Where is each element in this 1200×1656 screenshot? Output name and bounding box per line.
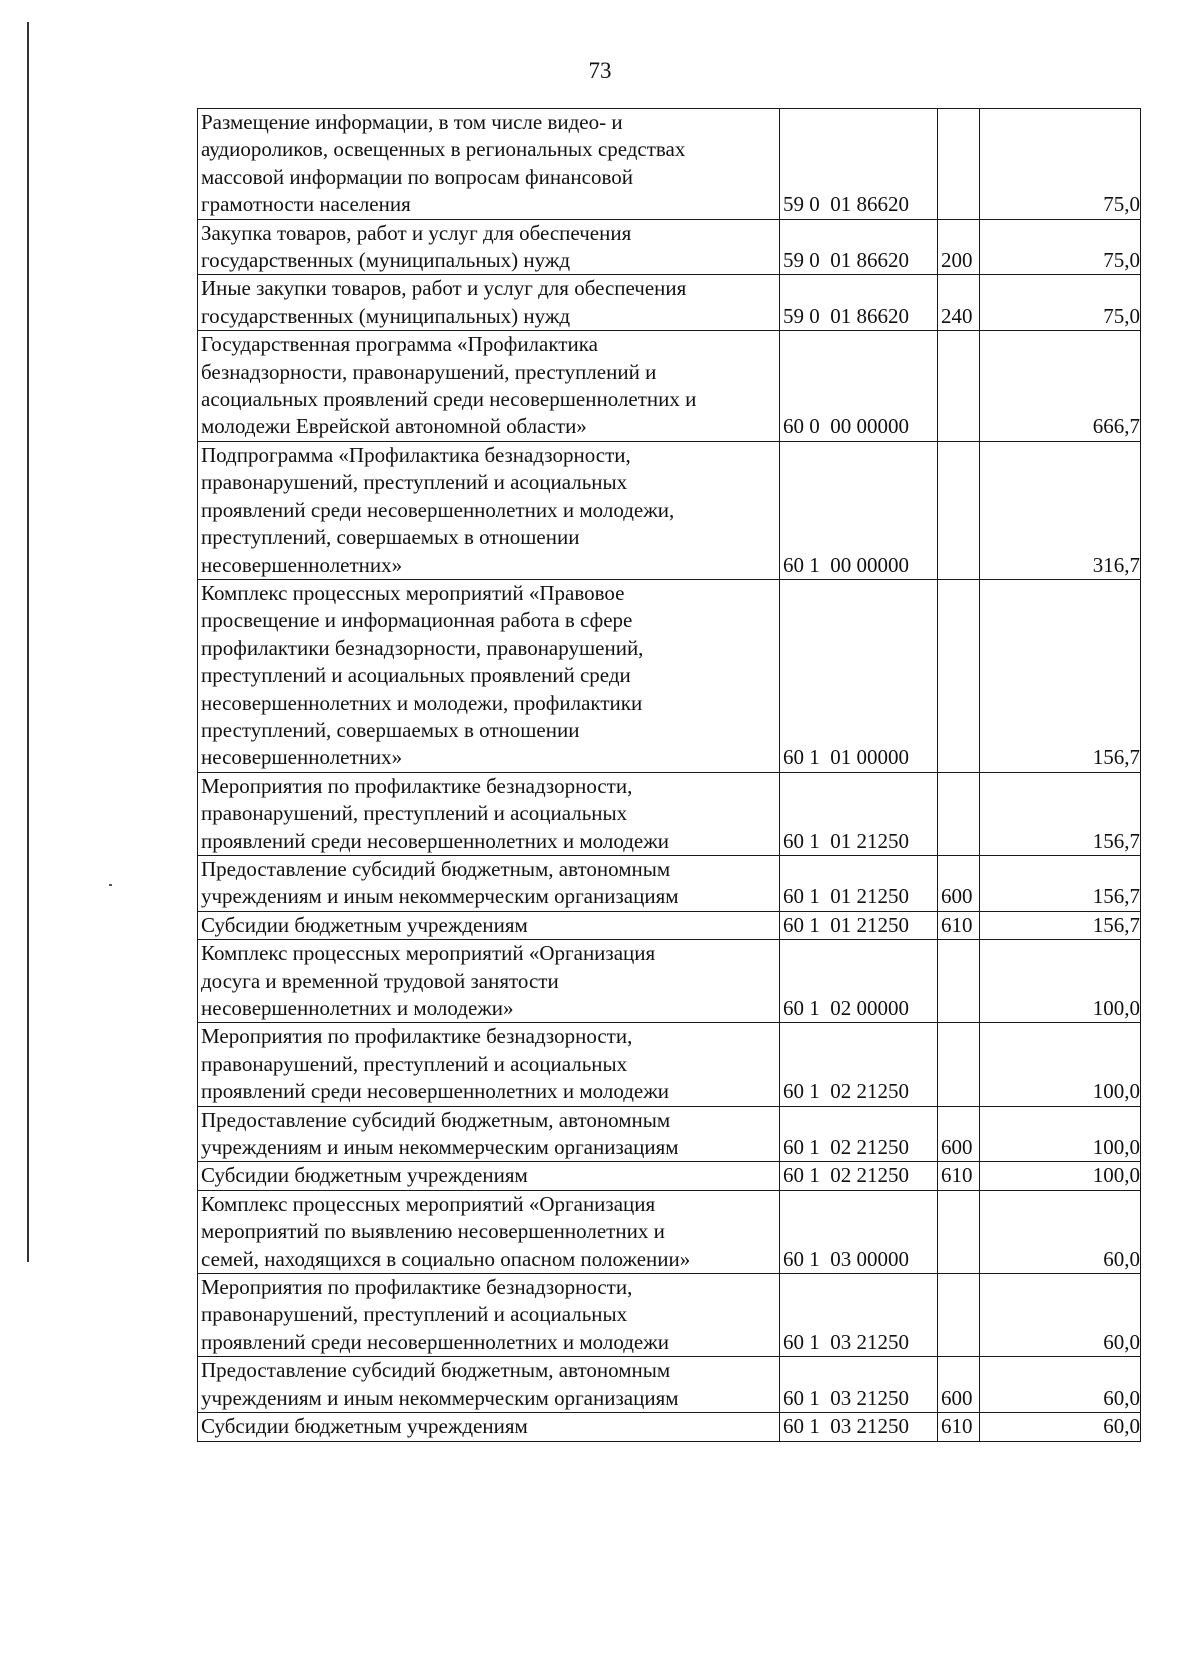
row-amount: 156,7: [980, 772, 1141, 855]
row-name-line: Комплекс процессных мероприятий «Правовое: [201, 580, 625, 605]
row-name-line: грамотности населения: [201, 192, 411, 217]
table-row: [198, 441, 1141, 579]
row-amount: 100,0: [980, 940, 1141, 1023]
row-name-cell: [198, 109, 780, 220]
row-program-code: 60 1 02 00000: [780, 940, 938, 1023]
row-name-line: молодежи Еврейской автономной области»: [201, 414, 587, 439]
row-name-line: досуга и временной трудовой занятости: [201, 968, 559, 993]
row-program-code: 60 1 03 21250: [780, 1357, 938, 1413]
row-name-line: Государственная программа «Профилактика: [201, 332, 598, 357]
row-name-line: Закупка товаров, работ и услуг для обеспечения: [201, 220, 632, 245]
row-amount: 60,0: [980, 1357, 1141, 1413]
table-row: [198, 1413, 1141, 1441]
row-expense-type: 600: [938, 1106, 980, 1162]
row-name-cell: [198, 1162, 780, 1190]
table-row: [198, 1274, 1141, 1357]
row-program-code: 60 1 03 00000: [780, 1190, 938, 1273]
row-name-cell: [198, 1357, 780, 1413]
table-row: [198, 855, 1141, 911]
row-name-cell: [198, 1413, 780, 1441]
row-program-code: 60 1 00 00000: [780, 441, 938, 579]
row-name-line: несовершеннолетних»: [201, 552, 403, 577]
row-name-line: массовой информации по вопросам финансовой: [201, 164, 633, 189]
row-name-line: асоциальных проявлений среди несовершеннолетних и: [201, 387, 697, 412]
table-row: [198, 219, 1141, 275]
row-name-line: несовершеннолетних»: [201, 745, 403, 770]
row-name-line: просвещение и информационная работа в сфере: [201, 608, 633, 633]
row-expense-type: [938, 331, 980, 442]
row-expense-type: 240: [938, 275, 980, 331]
table-row: [198, 1106, 1141, 1162]
row-amount: 156,7: [980, 855, 1141, 911]
row-expense-type: [938, 579, 980, 772]
row-expense-type: [938, 441, 980, 579]
row-expense-type: [938, 1190, 980, 1273]
row-program-code: 60 1 02 21250: [780, 1162, 938, 1190]
row-name-line: преступлений, совершаемых в отношении: [201, 717, 580, 742]
table-row: [198, 911, 1141, 939]
row-expense-type: 200: [938, 219, 980, 275]
row-name-line: правонарушений, преступлений и асоциальных: [201, 801, 628, 826]
row-name-cell: [198, 772, 780, 855]
row-amount: 316,7: [980, 441, 1141, 579]
row-name-line: правонарушений, преступлений и асоциальных: [201, 470, 628, 495]
row-name-line: Иные закупки товаров, работ и услуг для обеспечения: [201, 276, 687, 301]
row-name-line: Предоставление субсидий бюджетным, автономным: [201, 1107, 671, 1132]
row-name-line: Мероприятия по профилактике безнадзорности,: [201, 1024, 633, 1049]
row-amount: 666,7: [980, 331, 1141, 442]
row-name-line: проявлений среди несовершеннолетних и молодежи,: [201, 497, 675, 522]
row-amount: 60,0: [980, 1274, 1141, 1357]
row-name-line: аудиороликов, освещенных в региональных средствах: [201, 137, 686, 162]
row-name-line: Размещение информации, в том числе видео- и: [201, 110, 623, 134]
row-name-cell: [198, 1106, 780, 1162]
row-name-line: правонарушений, преступлений и асоциальных: [201, 1302, 628, 1327]
table-row: [198, 1357, 1141, 1413]
row-amount: 60,0: [980, 1190, 1141, 1273]
row-expense-type: [938, 772, 980, 855]
row-program-code: 60 1 01 21250: [780, 772, 938, 855]
row-amount: 60,0: [980, 1413, 1141, 1441]
row-program-code: 59 0 01 86620: [780, 219, 938, 275]
row-name-line: учреждениям и иным некоммерческим организациям: [201, 1135, 679, 1160]
row-program-code: 60 1 02 21250: [780, 1106, 938, 1162]
table-row: [198, 579, 1141, 772]
table-row: [198, 275, 1141, 331]
table-row: [198, 331, 1141, 442]
row-name-cell: [198, 579, 780, 772]
row-program-code: 60 1 01 21250: [780, 855, 938, 911]
row-name-line: преступлений и асоциальных проявлений среди: [201, 663, 631, 688]
row-program-code: 60 1 03 21250: [780, 1274, 938, 1357]
row-name-line: проявлений среди несовершеннолетних и молодежи: [201, 828, 669, 853]
table-row: [198, 1023, 1141, 1106]
row-program-code: 60 1 01 00000: [780, 579, 938, 772]
row-amount: 100,0: [980, 1023, 1141, 1106]
row-expense-type: 610: [938, 911, 980, 939]
row-name-line: семей, находящихся в социально опасном положении»: [201, 1246, 691, 1271]
row-name-line: учреждениям и иным некоммерческим организациям: [201, 1385, 679, 1410]
row-program-code: 60 1 02 21250: [780, 1023, 938, 1106]
row-name-line: Предоставление субсидий бюджетным, автономным: [201, 856, 671, 881]
row-name-line: проявлений среди несовершеннолетних и молодежи: [201, 1079, 669, 1104]
row-name-cell: [198, 855, 780, 911]
row-expense-type: [938, 1023, 980, 1106]
table-row: [198, 772, 1141, 855]
row-amount: 75,0: [980, 219, 1141, 275]
row-program-code: 59 0 01 86620: [780, 275, 938, 331]
row-name-line: Предоставление субсидий бюджетным, автономным: [201, 1358, 671, 1383]
table-row: [198, 1190, 1141, 1273]
row-name-line: Субсидии бюджетным учреждениям: [201, 1163, 528, 1188]
row-name-cell: [198, 1190, 780, 1273]
row-amount: 75,0: [980, 275, 1141, 331]
row-name-cell: [198, 911, 780, 939]
row-name-line: государственных (муниципальных) нужд: [201, 303, 571, 328]
row-name-line: государственных (муниципальных) нужд: [201, 248, 571, 273]
row-name-line: профилактики безнадзорности, правонарушений,: [201, 635, 644, 660]
row-amount: 156,7: [980, 579, 1141, 772]
row-expense-type: 600: [938, 855, 980, 911]
row-program-code: 59 0 01 86620: [780, 109, 938, 220]
row-program-code: 60 1 03 21250: [780, 1413, 938, 1441]
row-amount: 100,0: [980, 1162, 1141, 1190]
row-name-line: безнадзорности, правонарушений, преступлений и: [201, 359, 657, 384]
row-name-cell: [198, 1023, 780, 1106]
binding-edge-line: [27, 22, 29, 1262]
row-name-line: Комплекс процессных мероприятий «Организация: [201, 941, 656, 966]
row-expense-type: 610: [938, 1413, 980, 1441]
page-number: 73: [588, 58, 612, 83]
table-row: [198, 1162, 1141, 1190]
table-row: [198, 109, 1141, 220]
row-name-line: Мероприятия по профилактике безнадзорности,: [201, 1275, 633, 1300]
budget-table: [197, 108, 1141, 1442]
scan-speck: [109, 884, 112, 886]
budget-table-body: [198, 109, 1141, 1442]
row-name-line: проявлений среди несовершеннолетних и молодежи: [201, 1329, 669, 1354]
row-amount: 156,7: [980, 911, 1141, 939]
row-name-line: Субсидии бюджетным учреждениям: [201, 912, 528, 937]
row-name-line: несовершеннолетних и молодежи»: [201, 996, 514, 1020]
row-name-cell: [198, 331, 780, 442]
row-program-code: 60 0 00 00000: [780, 331, 938, 442]
table-row: [198, 940, 1141, 1023]
row-name-line: учреждениям и иным некоммерческим организациям: [201, 884, 679, 909]
row-expense-type: [938, 109, 980, 220]
row-name-line: преступлений, совершаемых в отношении: [201, 525, 580, 550]
row-amount: 75,0: [980, 109, 1141, 220]
row-name-line: Комплекс процессных мероприятий «Организация: [201, 1191, 656, 1216]
row-expense-type: 610: [938, 1162, 980, 1190]
row-name-line: Субсидии бюджетным учреждениям: [201, 1414, 528, 1439]
row-expense-type: [938, 1274, 980, 1357]
row-name-line: мероприятий по выявлению несовершеннолетних и: [201, 1219, 665, 1244]
row-name-cell: [198, 219, 780, 275]
row-name-line: Мероприятия по профилактике безнадзорности,: [201, 773, 633, 798]
row-name-cell: [198, 940, 780, 1023]
row-program-code: 60 1 01 21250: [780, 911, 938, 939]
row-name-cell: [198, 441, 780, 579]
row-name-line: Подпрограмма «Профилактика безнадзорности,: [201, 442, 631, 467]
row-name-line: правонарушений, преступлений и асоциальных: [201, 1051, 628, 1076]
row-name-line: несовершеннолетних и молодежи, профилактики: [201, 690, 643, 715]
row-expense-type: 600: [938, 1357, 980, 1413]
row-amount: 100,0: [980, 1106, 1141, 1162]
row-name-cell: [198, 275, 780, 331]
row-expense-type: [938, 940, 980, 1023]
row-name-cell: [198, 1274, 780, 1357]
